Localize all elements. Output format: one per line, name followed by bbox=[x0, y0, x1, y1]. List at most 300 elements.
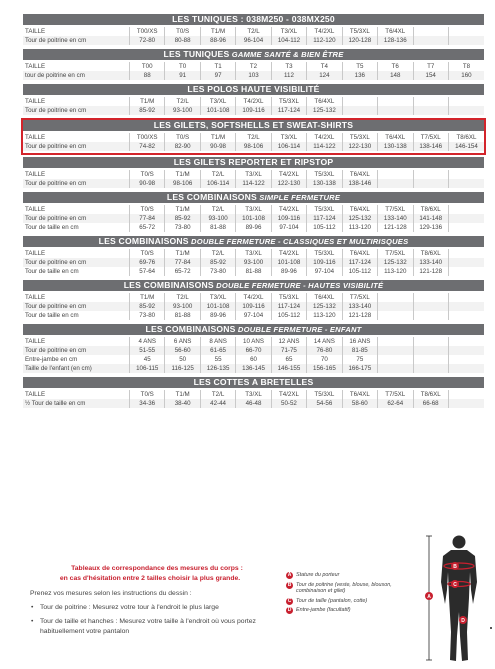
table-cell: 62-64 bbox=[378, 399, 413, 408]
table-cell: T7/5XL bbox=[378, 205, 413, 214]
table-cell: 85-92 bbox=[130, 106, 165, 115]
table-cell bbox=[448, 179, 484, 188]
section-header bbox=[23, 192, 484, 203]
table-cell: 88-96 bbox=[200, 36, 235, 45]
table-cell: 56-60 bbox=[165, 346, 200, 355]
section-combi-enfant bbox=[23, 324, 484, 375]
table-cell: 50-52 bbox=[271, 399, 306, 408]
table-cell: 74-82 bbox=[130, 142, 165, 151]
table-cell: 138-146 bbox=[413, 142, 448, 151]
row-label: Tour de taille en cm bbox=[25, 268, 79, 275]
table-cell: 117-124 bbox=[342, 258, 377, 267]
section-title: LES GILETS REPORTER ET RIPSTOP bbox=[173, 157, 334, 167]
table-cell: 71-75 bbox=[271, 346, 306, 355]
table-cell: 73-80 bbox=[200, 267, 235, 276]
section-subtitle: DOUBLE FERMETURE - CLASSIQUES ET MULTIRISQUES bbox=[188, 237, 409, 246]
table-cell: 125-132 bbox=[307, 106, 342, 115]
table-cell: T0/S bbox=[165, 27, 200, 36]
table-cell: T6/4XL bbox=[307, 97, 342, 106]
table-cell: T0/S bbox=[130, 249, 165, 258]
size-table bbox=[23, 97, 484, 115]
table-cell: T6 bbox=[378, 62, 413, 71]
section-title: LES GILETS, SOFTSHELLS ET SWEAT-SHIRTS bbox=[153, 120, 354, 130]
size-table bbox=[23, 337, 484, 373]
table-cell: 116-125 bbox=[165, 364, 200, 373]
table-cell: 80-88 bbox=[165, 36, 200, 45]
table-cell: T4/2XL bbox=[307, 27, 342, 36]
legend-item-a bbox=[286, 572, 406, 579]
section-combi-simple bbox=[23, 192, 484, 234]
table-cell: 98-106 bbox=[236, 142, 271, 151]
table-row bbox=[23, 214, 484, 223]
table-cell: T6/4XL bbox=[307, 293, 342, 302]
table-cell: 106-115 bbox=[130, 364, 165, 373]
table-cell: 90-98 bbox=[130, 179, 165, 188]
table-cell bbox=[413, 179, 448, 188]
table-cell: 82-90 bbox=[165, 142, 200, 151]
section-title: LES COTTES A BRETELLES bbox=[193, 377, 314, 387]
table-cell: T3/XL bbox=[200, 97, 235, 106]
table-cell: T2/L bbox=[200, 390, 235, 399]
table-cell: 117-124 bbox=[307, 214, 342, 223]
table-cell bbox=[342, 97, 377, 106]
table-cell: T00/XS bbox=[130, 133, 165, 142]
table-cell: 98-106 bbox=[165, 179, 200, 188]
table-cell: T0/S bbox=[130, 170, 165, 179]
table-cell bbox=[448, 27, 484, 36]
size-table bbox=[23, 205, 484, 232]
table-cell: 69-76 bbox=[130, 258, 165, 267]
table-cell bbox=[413, 337, 448, 346]
table-cell: 93-100 bbox=[200, 214, 235, 223]
table-cell: 89-96 bbox=[271, 267, 306, 276]
table-cell: 146-155 bbox=[271, 364, 306, 373]
table-cell bbox=[413, 355, 448, 364]
section-title: LES COMBINAISONS bbox=[145, 324, 236, 334]
table-cell: T5/3XL bbox=[342, 27, 377, 36]
table-cell: 112-120 bbox=[307, 36, 342, 45]
table-cell: T1/M bbox=[165, 390, 200, 399]
note-bullets bbox=[30, 603, 270, 637]
row-label: TAILLE bbox=[25, 171, 46, 178]
table-cell: T7/5XL bbox=[378, 249, 413, 258]
table-cell: T2/L bbox=[165, 97, 200, 106]
table-cell: 136-145 bbox=[236, 364, 271, 373]
table-row bbox=[23, 71, 484, 80]
table-cell: 54-56 bbox=[307, 399, 342, 408]
measure-legend bbox=[286, 572, 406, 617]
size-table bbox=[23, 170, 484, 188]
table-cell bbox=[378, 179, 413, 188]
table-cell: 61-65 bbox=[200, 346, 235, 355]
table-cell: T4/2XL bbox=[271, 390, 306, 399]
table-cell: T3/XL bbox=[236, 390, 271, 399]
section-header bbox=[23, 120, 484, 131]
table-cell: 121-128 bbox=[378, 223, 413, 232]
table-row bbox=[23, 27, 484, 36]
table-cell: 70 bbox=[307, 355, 342, 364]
table-cell: 88 bbox=[130, 71, 165, 80]
table-cell: 156-165 bbox=[307, 364, 342, 373]
table-cell bbox=[448, 214, 484, 223]
table-cell bbox=[448, 311, 484, 320]
table-cell bbox=[448, 346, 484, 355]
table-cell: 81-85 bbox=[342, 346, 377, 355]
table-cell: T1/M bbox=[130, 97, 165, 106]
table-cell bbox=[448, 302, 484, 311]
table-cell: T5 bbox=[342, 62, 377, 71]
section-title: LES COMBINAISONS bbox=[166, 192, 257, 202]
section-cottes bbox=[23, 377, 484, 410]
table-cell: T5/3XL bbox=[271, 97, 306, 106]
section-header bbox=[23, 280, 484, 291]
section-title: LES TUNIQUES bbox=[163, 49, 230, 59]
table-cell: 89-96 bbox=[236, 223, 271, 232]
table-cell: T3/XL bbox=[271, 133, 306, 142]
table-cell: T2/L bbox=[236, 133, 271, 142]
table-cell: 130-138 bbox=[378, 142, 413, 151]
table-cell: 130-138 bbox=[307, 179, 342, 188]
table-cell: T2/L bbox=[236, 27, 271, 36]
section-subtitle: DOUBLE FERMETURE - ENFANT bbox=[235, 325, 362, 334]
section-header bbox=[23, 14, 484, 25]
table-row bbox=[23, 179, 484, 188]
table-cell: 42-44 bbox=[200, 399, 235, 408]
table-cell bbox=[448, 355, 484, 364]
table-cell: 97-104 bbox=[307, 267, 342, 276]
row-label: ½ Tour de taille en cm bbox=[23, 399, 130, 408]
table-cell: T3/XL bbox=[271, 27, 306, 36]
section-header bbox=[23, 84, 484, 95]
table-row bbox=[23, 311, 484, 320]
row-label: Tour de poitrine en cm bbox=[23, 142, 130, 151]
table-cell bbox=[378, 293, 413, 302]
table-cell: 81-88 bbox=[236, 267, 271, 276]
table-cell: 65-72 bbox=[130, 223, 165, 232]
table-cell: T4 bbox=[307, 62, 342, 71]
table-cell: 166-175 bbox=[342, 364, 377, 373]
table-cell: 122-130 bbox=[271, 179, 306, 188]
table-cell bbox=[448, 267, 484, 276]
table-cell bbox=[342, 106, 377, 115]
row-label: TAILLE bbox=[25, 294, 46, 301]
table-cell: 4 ANS bbox=[130, 337, 165, 346]
table-cell: 154 bbox=[413, 71, 448, 80]
table-cell: 106-114 bbox=[200, 179, 235, 188]
figure-label-c: C bbox=[453, 582, 457, 588]
table-row bbox=[23, 390, 484, 399]
table-cell: T4/2XL bbox=[271, 205, 306, 214]
table-cell: 85-92 bbox=[130, 302, 165, 311]
table-cell: T4/2XL bbox=[236, 97, 271, 106]
table-row bbox=[23, 337, 484, 346]
table-cell bbox=[378, 311, 413, 320]
table-cell: 114-122 bbox=[236, 179, 271, 188]
table-cell: 77-84 bbox=[165, 258, 200, 267]
badge-b-icon: B bbox=[287, 581, 292, 588]
table-cell: T1/M bbox=[200, 27, 235, 36]
table-cell: T00/XS bbox=[130, 27, 165, 36]
table-cell bbox=[378, 355, 413, 364]
row-label: TAILLE bbox=[25, 250, 46, 257]
table-cell: T6/4XL bbox=[342, 390, 377, 399]
legend-text-a: Stature du porteur bbox=[296, 572, 340, 578]
table-cell: T1/M bbox=[165, 249, 200, 258]
table-row bbox=[23, 293, 484, 302]
table-cell: T7 bbox=[413, 62, 448, 71]
table-cell bbox=[413, 311, 448, 320]
legend-text-d: Entre-jambe (facultatif) bbox=[296, 607, 351, 614]
row-label: Tour de poitrine en cm bbox=[23, 106, 130, 115]
table-row bbox=[23, 302, 484, 311]
table-cell: 101-108 bbox=[271, 258, 306, 267]
table-cell bbox=[413, 27, 448, 36]
row-label: TAILLE bbox=[25, 206, 46, 213]
table-cell bbox=[378, 364, 413, 373]
row-label: Taille de l'enfant (en cm) bbox=[23, 364, 130, 373]
table-cell: 93-100 bbox=[165, 106, 200, 115]
section-header bbox=[23, 157, 484, 168]
table-cell: 109-116 bbox=[307, 258, 342, 267]
row-label: Tour de poitrine en cm bbox=[23, 258, 130, 267]
table-cell: T7/5XL bbox=[413, 133, 448, 142]
table-cell: T8/6XL bbox=[413, 390, 448, 399]
table-row bbox=[23, 97, 484, 106]
table-cell bbox=[448, 97, 484, 106]
table-cell: T1/M bbox=[165, 170, 200, 179]
table-cell: T4/2XL bbox=[271, 170, 306, 179]
table-cell: 141-148 bbox=[413, 214, 448, 223]
stray-dot bbox=[490, 627, 492, 629]
table-cell bbox=[413, 346, 448, 355]
table-cell: 121-128 bbox=[413, 267, 448, 276]
table-cell bbox=[413, 170, 448, 179]
table-cell bbox=[448, 364, 484, 373]
section-subtitle: SIMPLE FERMETURE bbox=[256, 193, 341, 202]
table-cell: 58-60 bbox=[342, 399, 377, 408]
section-title: LES COMBINAISONS bbox=[98, 236, 189, 246]
table-cell: 125-132 bbox=[378, 258, 413, 267]
table-cell: 77-84 bbox=[130, 214, 165, 223]
table-cell: T5/3XL bbox=[307, 249, 342, 258]
table-cell: 101-108 bbox=[200, 302, 235, 311]
table-cell: 113-120 bbox=[307, 311, 342, 320]
row-label: Entre-jambe en cm bbox=[25, 356, 78, 363]
table-cell: T2/L bbox=[200, 170, 235, 179]
table-cell: 133-140 bbox=[378, 214, 413, 223]
note-intro: Prenez vos mesures selon les instructions du dessin : bbox=[30, 590, 192, 597]
table-cell: 103 bbox=[236, 71, 271, 80]
row-label: TAILLE bbox=[25, 134, 46, 141]
table-cell bbox=[448, 205, 484, 214]
table-row bbox=[23, 106, 484, 115]
table-cell: T6/4XL bbox=[342, 170, 377, 179]
table-cell: 81-88 bbox=[165, 311, 200, 320]
table-row bbox=[23, 223, 484, 232]
table-cell: 89-96 bbox=[200, 311, 235, 320]
note-bullet-waist: • Tour de taille et hanches : Mesurez votre taille à l'endroit où vous portez habituellement votre pantalon bbox=[40, 617, 270, 637]
table-cell: 113-120 bbox=[342, 223, 377, 232]
table-cell: 97-104 bbox=[271, 223, 306, 232]
table-cell: 138-146 bbox=[342, 179, 377, 188]
table-cell: T5/3XL bbox=[342, 133, 377, 142]
table-cell: T6/4XL bbox=[342, 249, 377, 258]
section-tuniques-sante bbox=[23, 49, 484, 82]
table-cell: 75 bbox=[342, 355, 377, 364]
table-cell: T5/3XL bbox=[307, 390, 342, 399]
figure-label-a: A bbox=[427, 594, 431, 600]
section-header bbox=[23, 236, 484, 247]
section-title: LES TUNIQUES bbox=[172, 14, 238, 24]
table-cell: 117-124 bbox=[271, 302, 306, 311]
table-cell: T6/4XL bbox=[342, 205, 377, 214]
table-cell: 16 ANS bbox=[342, 337, 377, 346]
section-tuniques-038 bbox=[23, 14, 484, 47]
table-cell: 50 bbox=[165, 355, 200, 364]
table-cell bbox=[448, 223, 484, 232]
table-cell: 81-88 bbox=[200, 223, 235, 232]
table-cell: 97 bbox=[200, 71, 235, 80]
table-cell: T6/4XL bbox=[378, 133, 413, 142]
row-label: tour de poitrine en cm bbox=[23, 71, 130, 80]
section-title: LES POLOS HAUTE VISIBILITÉ bbox=[187, 84, 320, 94]
row-label: Tour de poitrine en cm bbox=[23, 179, 130, 188]
table-cell: T7/5XL bbox=[378, 390, 413, 399]
size-table bbox=[23, 133, 484, 151]
row-label: Tour de poitrine en cm bbox=[23, 214, 130, 223]
row-label: Tour de poitrine en cm bbox=[23, 36, 130, 45]
table-cell: 97-104 bbox=[236, 311, 271, 320]
table-cell: 109-116 bbox=[236, 302, 271, 311]
table-cell: 120-128 bbox=[342, 36, 377, 45]
table-cell bbox=[448, 258, 484, 267]
table-cell: 55 bbox=[200, 355, 235, 364]
table-cell: 65 bbox=[271, 355, 306, 364]
table-cell: 112 bbox=[271, 71, 306, 80]
table-cell: T3/XL bbox=[200, 293, 235, 302]
table-cell: 85-92 bbox=[200, 258, 235, 267]
body-figure-icon bbox=[415, 532, 495, 666]
table-cell: 114-122 bbox=[307, 142, 342, 151]
table-cell: 126-135 bbox=[200, 364, 235, 373]
measurement-note bbox=[30, 564, 270, 641]
table-cell: 133-140 bbox=[342, 302, 377, 311]
table-row bbox=[23, 36, 484, 45]
table-cell: 14 ANS bbox=[307, 337, 342, 346]
table-row bbox=[23, 364, 484, 373]
table-cell bbox=[413, 106, 448, 115]
table-cell: T8/6XL bbox=[413, 249, 448, 258]
table-cell: 101-108 bbox=[200, 106, 235, 115]
table-cell: T3 bbox=[271, 62, 306, 71]
table-cell: T6/4XL bbox=[378, 27, 413, 36]
table-row bbox=[23, 355, 484, 364]
table-cell bbox=[413, 36, 448, 45]
table-cell bbox=[378, 97, 413, 106]
table-cell: 73-80 bbox=[130, 311, 165, 320]
table-cell bbox=[448, 170, 484, 179]
table-cell: 105-112 bbox=[342, 267, 377, 276]
table-cell bbox=[413, 293, 448, 302]
table-cell bbox=[413, 302, 448, 311]
table-cell: 129-136 bbox=[413, 223, 448, 232]
table-cell: 85-92 bbox=[165, 214, 200, 223]
table-row bbox=[23, 258, 484, 267]
table-cell: 133-140 bbox=[413, 258, 448, 267]
table-cell: 136 bbox=[342, 71, 377, 80]
note-title: Tableaux de correspondance des mesures du corps : bbox=[71, 565, 243, 572]
table-cell: T3/XL bbox=[236, 205, 271, 214]
row-label: TAILLE bbox=[25, 98, 46, 105]
table-cell: 73-80 bbox=[165, 223, 200, 232]
section-subtitle: : 038M250 - 038MX250 bbox=[238, 14, 335, 24]
table-cell: T2 bbox=[236, 62, 271, 71]
table-cell: T0/S bbox=[165, 133, 200, 142]
table-cell: T0/S bbox=[130, 205, 165, 214]
table-cell: T5/3XL bbox=[307, 205, 342, 214]
table-cell: T8/6XL bbox=[448, 133, 484, 142]
table-cell bbox=[378, 106, 413, 115]
table-cell: T4/2XL bbox=[236, 293, 271, 302]
figure-label-d: D bbox=[461, 618, 465, 624]
table-cell: T5/3XL bbox=[307, 170, 342, 179]
table-cell bbox=[378, 337, 413, 346]
table-cell: 66-70 bbox=[236, 346, 271, 355]
row-label: TAILLE bbox=[25, 63, 46, 70]
table-cell: 38-40 bbox=[165, 399, 200, 408]
section-header bbox=[23, 49, 484, 60]
table-cell: 105-112 bbox=[271, 311, 306, 320]
table-cell: 65-72 bbox=[165, 267, 200, 276]
section-subtitle: GAMME SANTÉ & BIEN ÊTRE bbox=[229, 50, 344, 59]
table-cell: 8 ANS bbox=[200, 337, 235, 346]
table-cell bbox=[378, 170, 413, 179]
table-cell: T1/M bbox=[165, 205, 200, 214]
size-table bbox=[23, 293, 484, 320]
table-cell: T4/2XL bbox=[307, 133, 342, 142]
table-cell: 51-55 bbox=[130, 346, 165, 355]
section-header bbox=[23, 324, 484, 335]
table-cell: 105-112 bbox=[307, 223, 342, 232]
table-cell: 106-114 bbox=[271, 142, 306, 151]
table-row bbox=[23, 133, 484, 142]
badge-c-icon: C bbox=[287, 597, 292, 604]
table-cell: 90-98 bbox=[200, 142, 235, 151]
legend-item-c bbox=[286, 598, 406, 605]
table-cell: 121-128 bbox=[342, 311, 377, 320]
table-cell: T1/M bbox=[200, 133, 235, 142]
table-cell: T4/2XL bbox=[271, 249, 306, 258]
table-cell bbox=[378, 346, 413, 355]
table-cell: 12 ANS bbox=[271, 337, 306, 346]
size-table bbox=[23, 390, 484, 408]
table-cell: 46-48 bbox=[236, 399, 271, 408]
table-row bbox=[23, 249, 484, 258]
row-label: TAILLE bbox=[25, 338, 46, 345]
table-cell: 128-136 bbox=[378, 36, 413, 45]
table-cell: T5/3XL bbox=[271, 293, 306, 302]
table-cell: T3/XL bbox=[236, 249, 271, 258]
table-cell: 125-132 bbox=[307, 302, 342, 311]
size-table bbox=[23, 62, 484, 80]
table-cell: 125-132 bbox=[342, 214, 377, 223]
table-cell: 146-154 bbox=[448, 142, 484, 151]
table-cell bbox=[413, 364, 448, 373]
table-cell: T0/S bbox=[130, 390, 165, 399]
section-combi-double-classiques bbox=[23, 236, 484, 278]
table-cell bbox=[448, 399, 484, 408]
table-cell: T8/6XL bbox=[413, 205, 448, 214]
